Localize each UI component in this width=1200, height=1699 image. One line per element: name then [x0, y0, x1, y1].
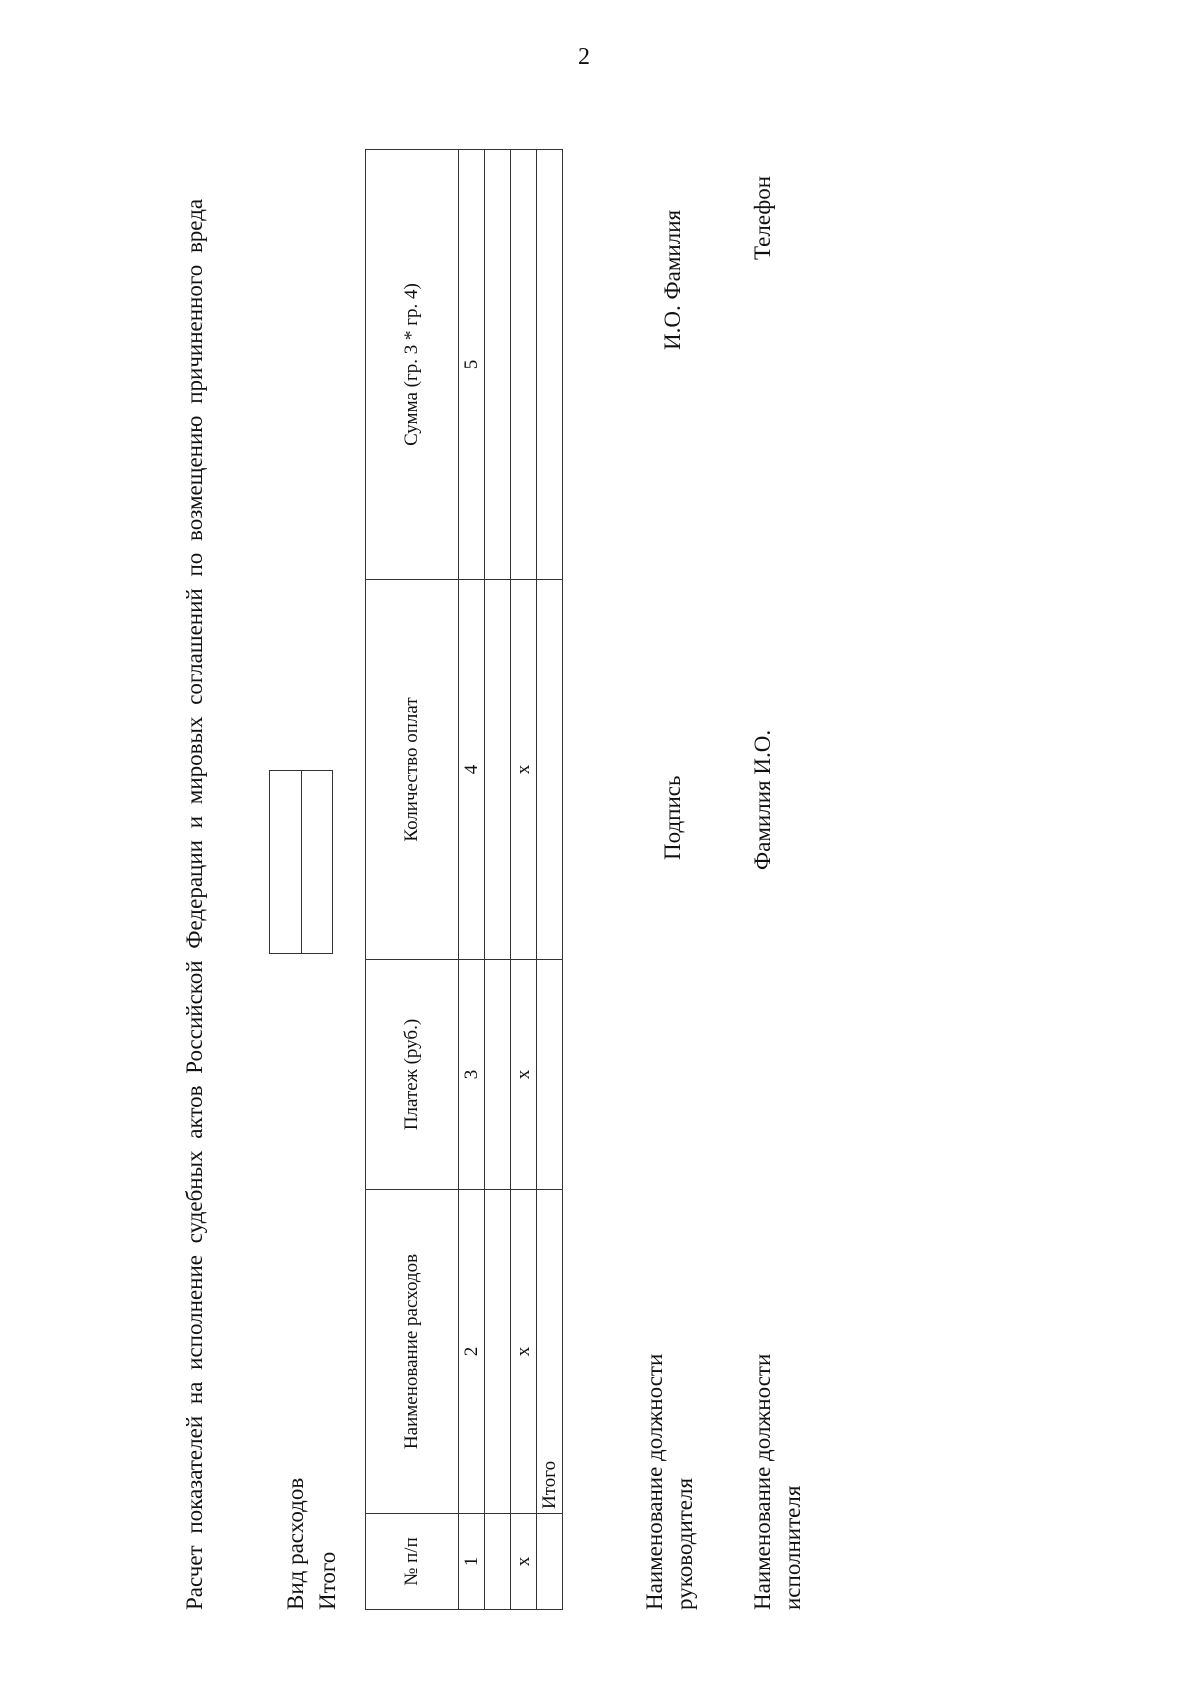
table-cell: x — [511, 1514, 537, 1610]
expense-kind-input-box[interactable] — [269, 770, 333, 954]
box-divider — [301, 771, 302, 953]
table-cell[interactable] — [511, 150, 537, 580]
table-cell[interactable] — [537, 150, 563, 580]
table-cell[interactable] — [485, 960, 511, 1190]
table-row — [511, 150, 537, 1610]
table-row — [485, 150, 511, 1610]
header-number: № п/п — [366, 1514, 459, 1610]
table-cell: 1 — [459, 1514, 485, 1610]
table-cell — [537, 960, 563, 1190]
table-cell — [537, 580, 563, 960]
executor-name: Фамилия И.О. — [750, 729, 775, 870]
expense-kind-label: Вид расходов — [283, 1477, 308, 1610]
total-row-label: Итого — [537, 1190, 563, 1514]
calculation-table — [365, 149, 563, 1610]
rotated-form-sheet — [180, 50, 960, 1650]
table-row — [459, 150, 485, 1610]
header-expense-name: Наименование расходов — [366, 1190, 459, 1514]
header-sum: Сумма (гр. 3 * гр. 4) — [366, 150, 459, 580]
table-cell: x — [511, 580, 537, 960]
table-cell — [537, 1514, 563, 1610]
table-cell[interactable] — [485, 1514, 511, 1610]
document-title: Расчет показателей на исполнение судебных актов Российской Федерации и мировых соглашений по возмещению причиненного вреда — [182, 198, 207, 1610]
table-cell: 4 — [459, 580, 485, 960]
head-position: Наименование должности руководителя — [642, 1353, 697, 1610]
executor-position: Наименование должности исполнителя — [750, 1353, 805, 1610]
header-payment: Платеж (руб.) — [366, 960, 459, 1190]
table-header-row — [366, 150, 459, 1610]
expense-kind-block — [280, 1478, 344, 1610]
header-payment-count: Количество оплат — [366, 580, 459, 960]
table-cell: 2 — [459, 1190, 485, 1514]
table-cell: x — [511, 1190, 537, 1514]
executor-phone: Телефон — [750, 175, 775, 260]
page-number: 2 — [578, 44, 590, 70]
table-total-row — [537, 150, 563, 1610]
table-cell: x — [511, 960, 537, 1190]
table-cell[interactable] — [485, 580, 511, 960]
total-label: Итого — [315, 1551, 340, 1610]
table-cell: 5 — [459, 150, 485, 580]
table-cell[interactable] — [485, 1190, 511, 1514]
head-name: И.О. Фамилия — [660, 209, 685, 350]
table-cell[interactable] — [485, 150, 511, 580]
head-signature-label: Подпись — [660, 775, 685, 860]
table-cell: 3 — [459, 960, 485, 1190]
